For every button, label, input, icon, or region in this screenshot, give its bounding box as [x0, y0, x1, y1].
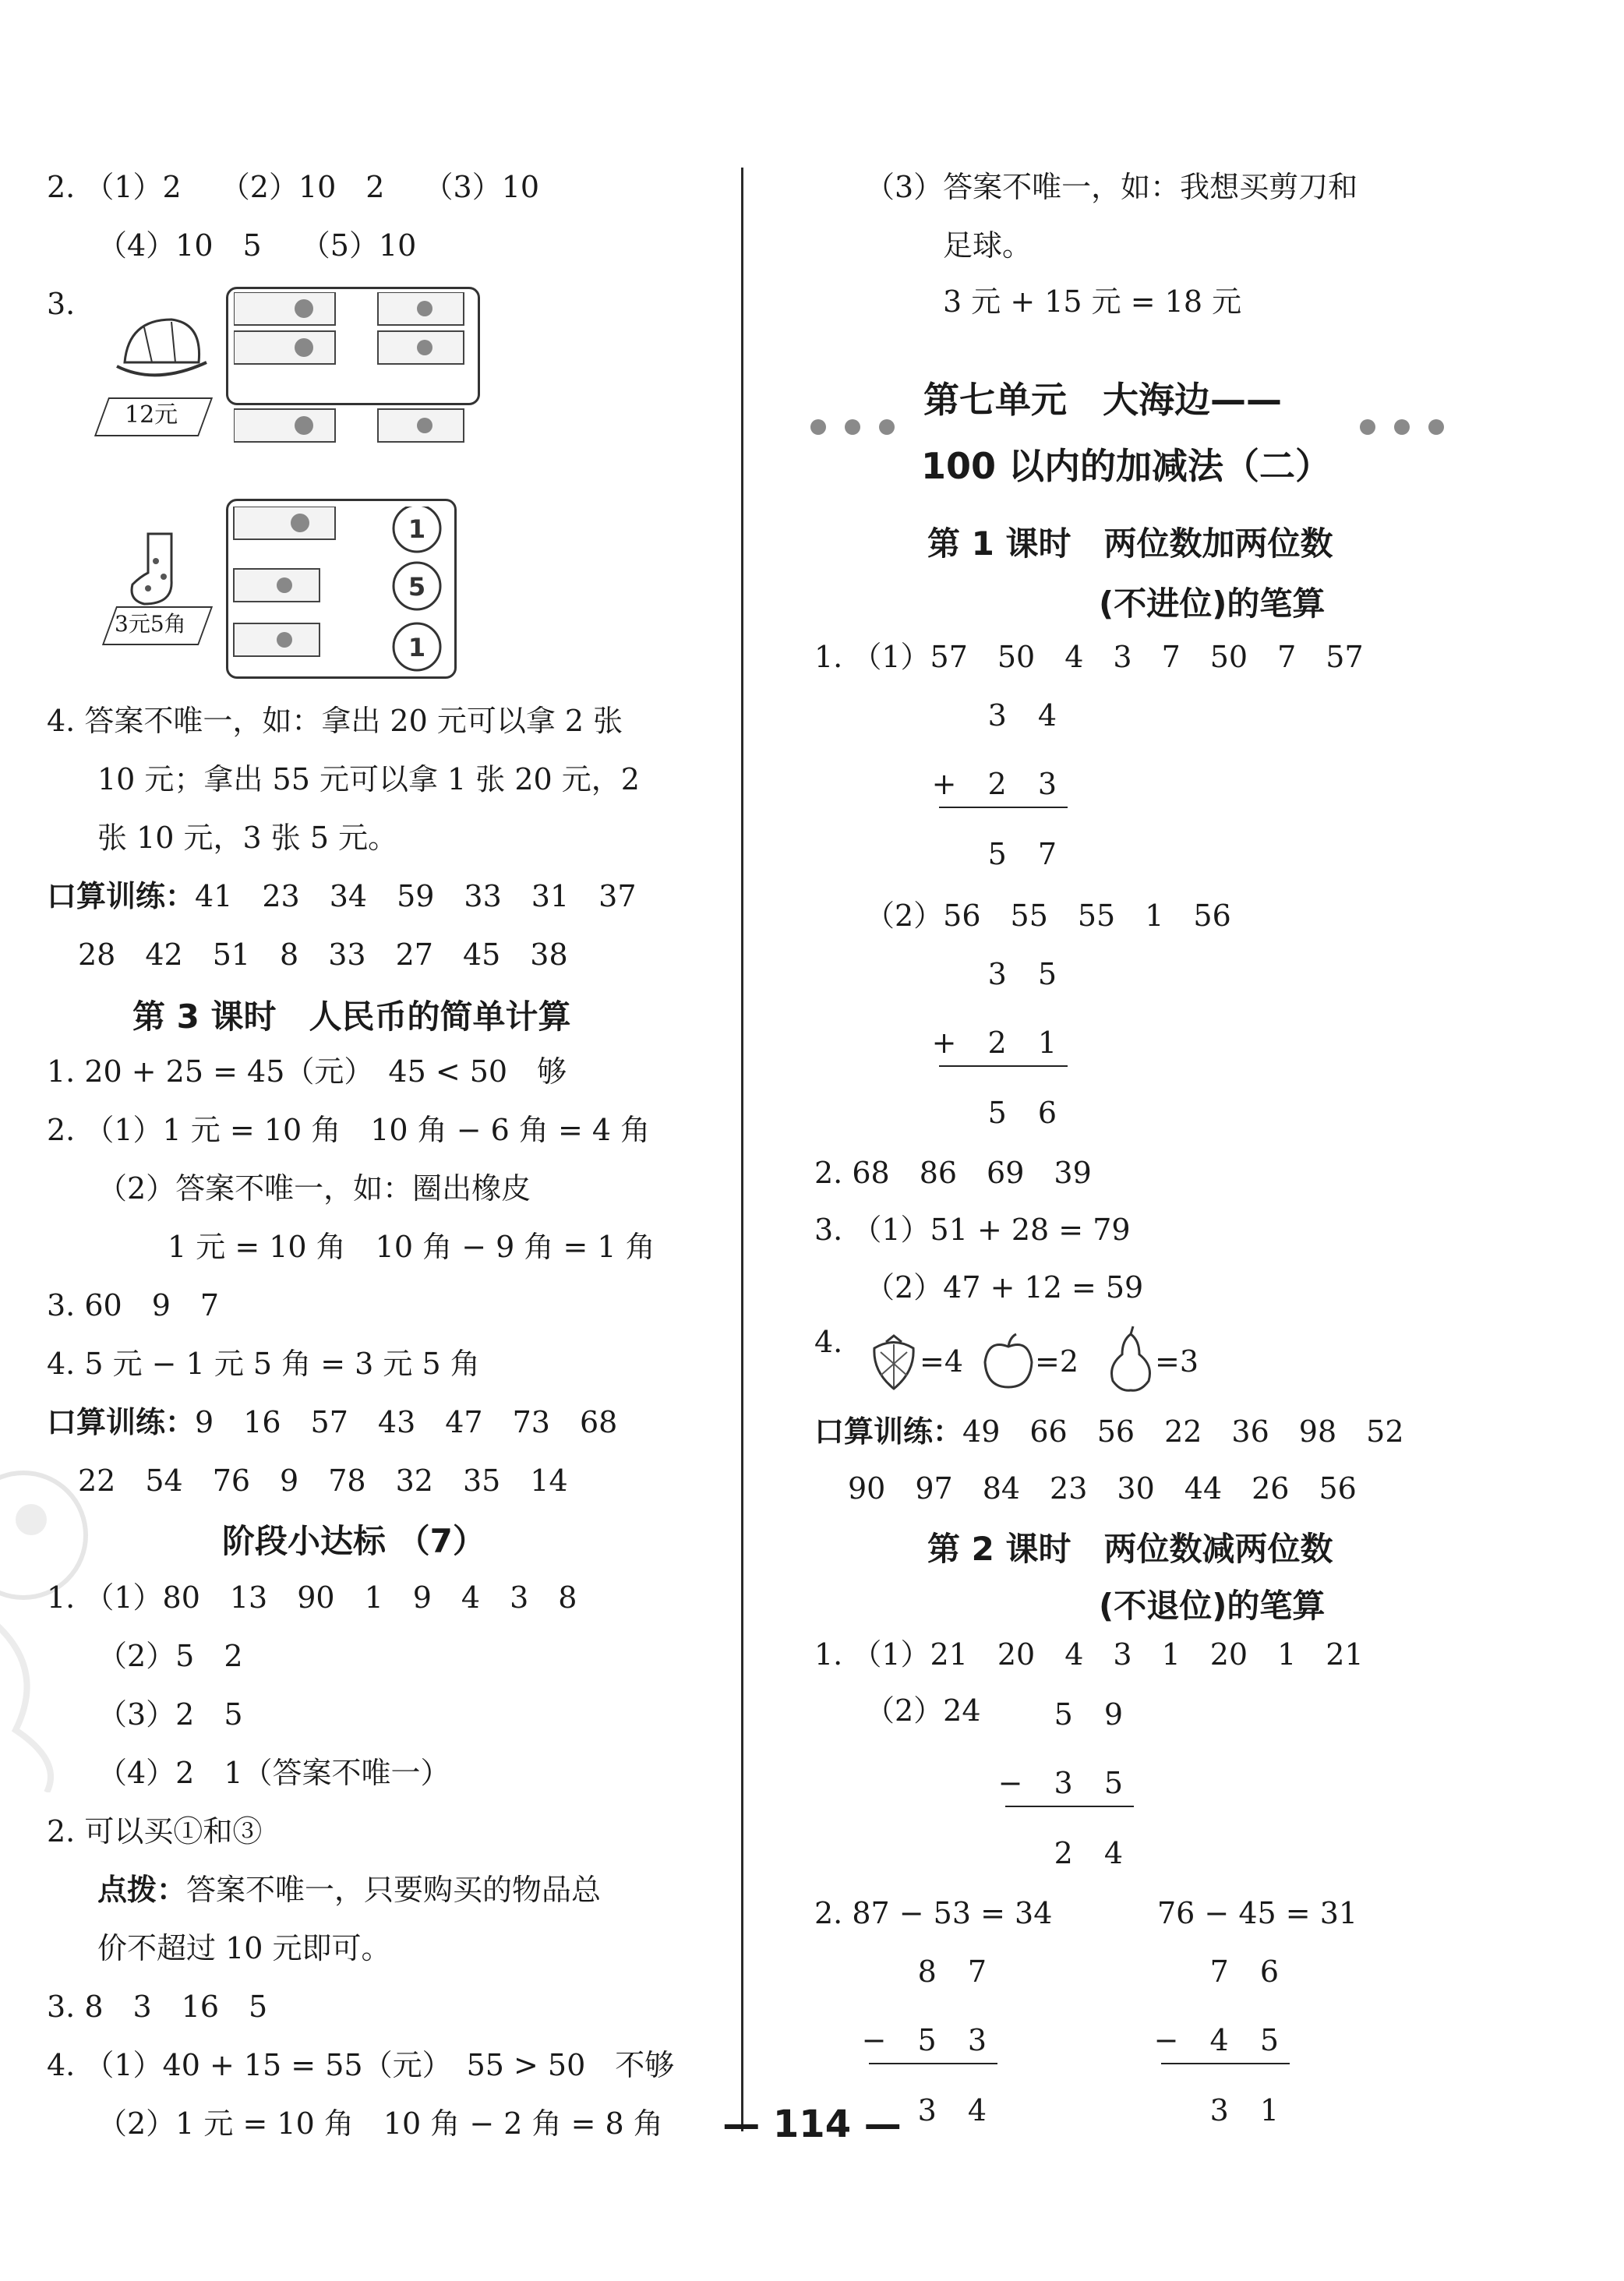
answer-2-cont: （4）10 5 （5）10: [97, 228, 417, 263]
lesson-1-answer-1: 1. （1）57 50 4 3 7 50 7 57: [814, 640, 1364, 674]
oral-training-values-4: 22 54 76 9 78 32 35 14: [78, 1464, 568, 1498]
hat-price: 12元: [125, 401, 178, 429]
hint-text-cont: 价不超过 10 元即可。: [97, 1931, 391, 1965]
lesson-2-answer-2a: 2. 87 − 53 = 34: [814, 1896, 1053, 1930]
oral-training-values: 41 23 34 59 33 31 37: [195, 879, 637, 913]
hint-text: 答案不唯一，只要购买的物品总: [186, 1873, 602, 1907]
calc-minuend: 7 6: [1209, 1954, 1290, 1989]
calc-rule: [869, 2063, 997, 2064]
decorative-dots-right: [1360, 419, 1444, 435]
svg-text:5: 5: [408, 572, 426, 602]
answer-3-label: 3.: [47, 287, 76, 321]
answer-4: 4. 答案不唯一，如：拿出 20 元可以拿 2 张: [47, 704, 623, 738]
unit-7-subtitle: 100 以内的加减法（二）: [921, 445, 1332, 487]
calc-subtrahend: − 5 3: [861, 2023, 997, 2057]
vertical-calc-1: [931, 696, 1068, 883]
pear-value: =3: [1155, 1344, 1199, 1379]
calc-addend-2: + 2 3: [931, 767, 1068, 801]
calc-result: 5 6: [987, 1096, 1068, 1130]
calc-rule: [1005, 1806, 1134, 1807]
lesson-3-answer-2c: 1 元 = 10 角 10 角 − 9 角 = 1 角: [168, 1230, 655, 1264]
decorative-dots-left: [810, 419, 895, 435]
lesson-3-answer-4: 4. 5 元 − 1 元 5 角 = 3 元 5 角: [47, 1347, 480, 1381]
oral-training-values-3: 9 16 57 43 47 73 68: [195, 1405, 618, 1439]
sock-price: 3元5角: [115, 611, 186, 637]
oral-training-label-3: 口算训练：: [814, 1414, 963, 1449]
lesson-2-answer-1b: （2）24: [865, 1693, 981, 1728]
lesson-1-answer-2: 2. 68 86 69 39: [814, 1156, 1092, 1190]
calc-result: 3 1: [1209, 2093, 1290, 2127]
stage-answer-1b: （2）5 2: [97, 1639, 243, 1673]
column-divider: [741, 168, 743, 2131]
svg-text:1: 1: [408, 514, 426, 544]
stage-test-title: 阶段小达标 （7）: [222, 1522, 485, 1560]
calc-subtrahend: − 4 5: [1153, 2023, 1290, 2057]
lesson-2-answer-1: 1. （1）21 20 4 3 1 20 1 21: [814, 1637, 1364, 1672]
calc-result: 5 7: [987, 837, 1068, 871]
oral-training-values-2: 28 42 51 8 33 27 45 38: [78, 937, 568, 972]
answer-3-3: （3）答案不唯一，如：我想买剪刀和: [865, 170, 1358, 204]
pear-icon: [1105, 1325, 1156, 1393]
lesson-2-title: 第 2 课时 两位数减两位数: [927, 1530, 1333, 1568]
lesson-1-title: 第 1 课时 两位数加两位数: [927, 524, 1333, 563]
stage-answer-2: 2. 可以买①和③: [47, 1814, 263, 1848]
lesson-3-answer-1: 1. 20 + 25 = 45（元） 45 < 50 够: [47, 1054, 567, 1089]
answer-3-3-calc: 3 元 + 15 元 = 18 元: [943, 284, 1242, 319]
calc-result: 3 4: [917, 2093, 997, 2127]
answer-4-cont2: 张 10 元，3 张 5 元。: [97, 821, 398, 855]
lesson-1-answer-4-label: 4.: [814, 1325, 843, 1359]
lesson-1-answer-3b: （2）47 + 12 = 59: [865, 1270, 1144, 1305]
calc-subtrahend: − 3 5: [997, 1766, 1134, 1800]
unit-7-title: 第七单元 大海边——: [923, 379, 1282, 421]
oral-training-label-2: 口算训练：: [47, 1405, 196, 1439]
page-number: — 114 —: [722, 2103, 902, 2146]
stage-answer-4b: （2）1 元 = 10 角 10 角 − 2 角 = 8 角: [97, 2106, 663, 2141]
lesson-3-title: 第 3 课时 人民币的简单计算: [132, 997, 571, 1036]
lesson-3-answer-2: 2. （1）1 元 = 10 角 10 角 − 6 角 = 4 角: [47, 1113, 651, 1147]
stage-answer-4: 4. （1）40 + 15 = 55（元） 55 > 50 不够: [47, 2048, 675, 2082]
calc-addend-1: 3 4: [987, 698, 1068, 733]
hint-label: 点拨：: [97, 1873, 187, 1907]
banknote-and-coin-icons: [230, 507, 464, 678]
calc-addend-2: + 2 1: [931, 1026, 1068, 1060]
answer-2: 2. （1）2 （2）10 2 （3）10: [47, 170, 540, 204]
calc-minuend: 8 7: [917, 1954, 997, 1989]
lesson-1-subtitle: (不进位)的笔算: [1099, 584, 1326, 623]
lesson-2-subtitle: (不退位)的笔算: [1099, 1587, 1326, 1625]
apple-value: =2: [1035, 1344, 1079, 1379]
answer-3-3-cont: 足球。: [943, 228, 1033, 263]
calc-rule: [939, 807, 1068, 808]
hat-icon: [109, 308, 210, 394]
oral-training-label: 口算训练：: [47, 879, 196, 913]
answer-4-cont: 10 元；拿出 55 元可以拿 1 张 20 元，2: [97, 762, 640, 796]
lesson-3-answer-2b: （2）答案不唯一，如：圈出橡皮: [97, 1171, 531, 1206]
stage-answer-1d: （4）2 1（答案不唯一）: [97, 1756, 450, 1790]
calc-minuend: 5 9: [1054, 1697, 1134, 1732]
calc-addend-1: 3 5: [987, 957, 1068, 991]
strawberry-icon: [867, 1333, 921, 1391]
sock-icon: [125, 530, 195, 616]
vertical-calc-2: [931, 955, 1068, 1142]
lesson-1-answer-3: 3. （1）51 + 28 = 79: [814, 1213, 1131, 1247]
svg-text:1: 1: [408, 633, 426, 662]
mascot-watermark: [0, 1465, 109, 1792]
stage-answer-3: 3. 8 3 16 5: [47, 1990, 268, 2024]
stage-answer-1: 1. （1）80 13 90 1 9 4 3 8: [47, 1580, 577, 1615]
lesson-1-answer-1b: （2）56 55 55 1 56: [865, 899, 1231, 933]
banknote-icons: [234, 292, 483, 456]
vertical-calc-3: [997, 1695, 1134, 1882]
oral-training-values-6: 90 97 84 23 30 44 26 56: [848, 1471, 1357, 1506]
apple-icon: [980, 1333, 1036, 1391]
lesson-3-answer-3: 3. 60 9 7: [47, 1288, 220, 1322]
lesson-2-answer-2b: 76 − 45 = 31: [1157, 1896, 1358, 1930]
calc-rule: [1161, 2063, 1290, 2064]
oral-training-values-5: 49 66 56 22 36 98 52: [962, 1414, 1404, 1449]
calc-result: 2 4: [1054, 1836, 1134, 1870]
strawberry-value: =4: [920, 1344, 964, 1379]
calc-rule: [939, 1065, 1068, 1067]
stage-answer-1c: （3）2 5: [97, 1697, 243, 1732]
